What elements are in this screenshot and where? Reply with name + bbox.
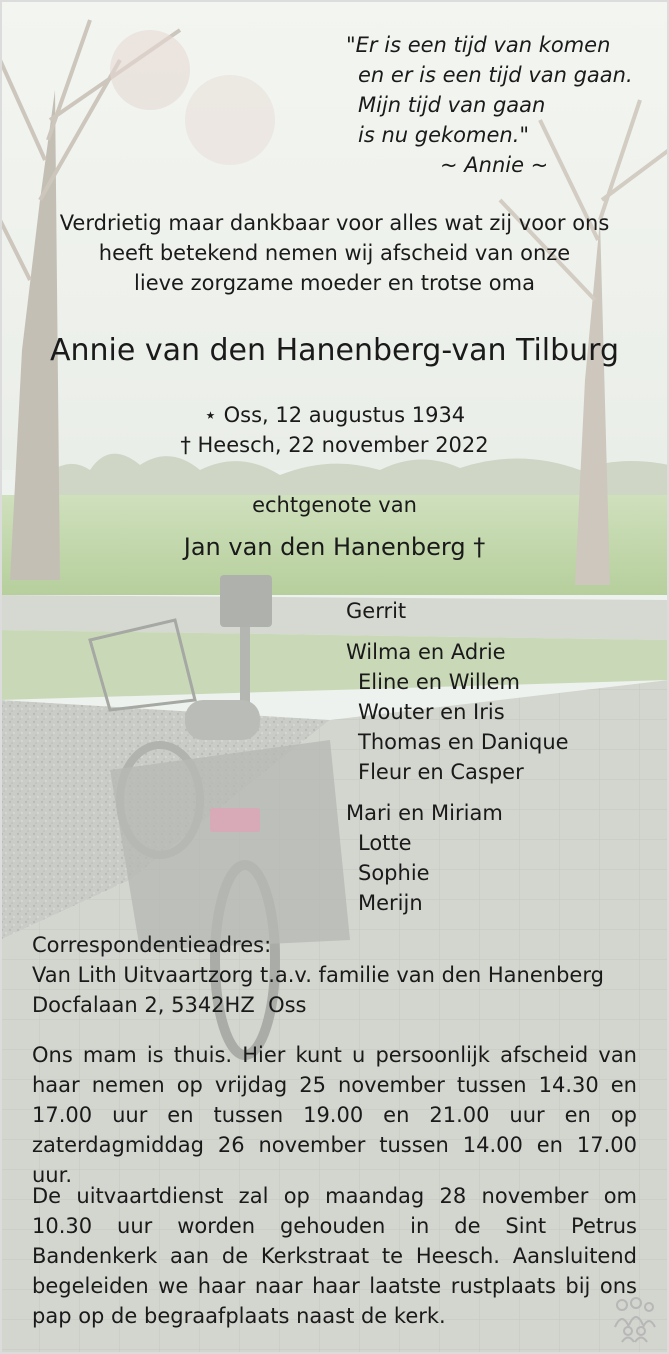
poem-signature: ~ Annie ~	[440, 153, 549, 177]
death-date: † Heesch, 22 november 2022	[180, 433, 489, 457]
correspondence-label: Correspondentieadres:	[32, 933, 272, 957]
grandchild: Lotte	[358, 831, 412, 855]
intro-line: lieve zorgzame moeder en trotse oma	[134, 271, 535, 295]
people-logo-icon	[610, 1297, 658, 1343]
correspondence-line: Docfalaan 2, 5342HZ Oss	[32, 993, 307, 1017]
poem-line: is nu gekomen."	[358, 123, 530, 147]
funeral-paragraph: De uitvaartdienst zal op maandag 28 november om 10.30 uur worden gehouden in de Sint Petrus Bandenkerk aan de Kerkstraat te Heesch. Aansluitend begeleiden we haar naar haar laatste rustplaats bij ons pap op de begraafplaats naast de kerk.	[32, 1184, 637, 1328]
grandchild: Sophie	[358, 861, 430, 885]
deceased-name: Annie van den Hanenberg-van Tilburg	[49, 333, 620, 368]
family-group	[346, 798, 569, 918]
intro-line: heeft betekend nemen wij afscheid van onze	[98, 241, 571, 265]
family-list	[346, 596, 569, 929]
grandchild: Fleur en Casper	[358, 760, 524, 784]
intro-text	[0, 208, 669, 298]
visitation-paragraph: Ons mam is thuis. Hier kunt u persoonlijk afscheid van haar nemen op vrijdag 25 november tussen 14.30 en 17.00 uur en tussen 19.00 en 21.00 uur en op zaterdagmiddag 26 november tussen 14.00 en 17.00 uur.	[32, 1043, 637, 1187]
poem-line: en er is een tijd van gaan.	[358, 63, 633, 87]
spouse-name: Jan van den Hanenberg †	[183, 533, 486, 561]
family-group	[346, 596, 569, 626]
correspondence-address	[32, 930, 604, 1020]
family-member: Wilma en Adrie	[346, 640, 506, 664]
grandchild: Eline en Willem	[358, 670, 520, 694]
poem-line: Mijn tijd van gaan	[358, 93, 546, 117]
poem-line: "Er is een tijd van komen	[346, 33, 611, 57]
grandchild: Merijn	[358, 891, 423, 915]
life-dates	[0, 400, 669, 460]
birth-date: ⋆ Oss, 12 augustus 1934	[203, 403, 466, 427]
grandchild: Thomas en Danique	[358, 730, 569, 754]
spouse-label: echtgenote van	[252, 493, 417, 517]
intro-line: Verdrietig maar dankbaar voor alles wat zij voor ons	[59, 211, 610, 235]
correspondence-line: Van Lith Uitvaartzorg t.a.v. familie van den Hanenberg	[32, 963, 604, 987]
family-group	[346, 637, 569, 787]
family-member: Gerrit	[346, 599, 407, 623]
poem	[346, 30, 633, 180]
grandchild: Wouter en Iris	[358, 700, 505, 724]
family-member: Mari en Miriam	[346, 801, 503, 825]
